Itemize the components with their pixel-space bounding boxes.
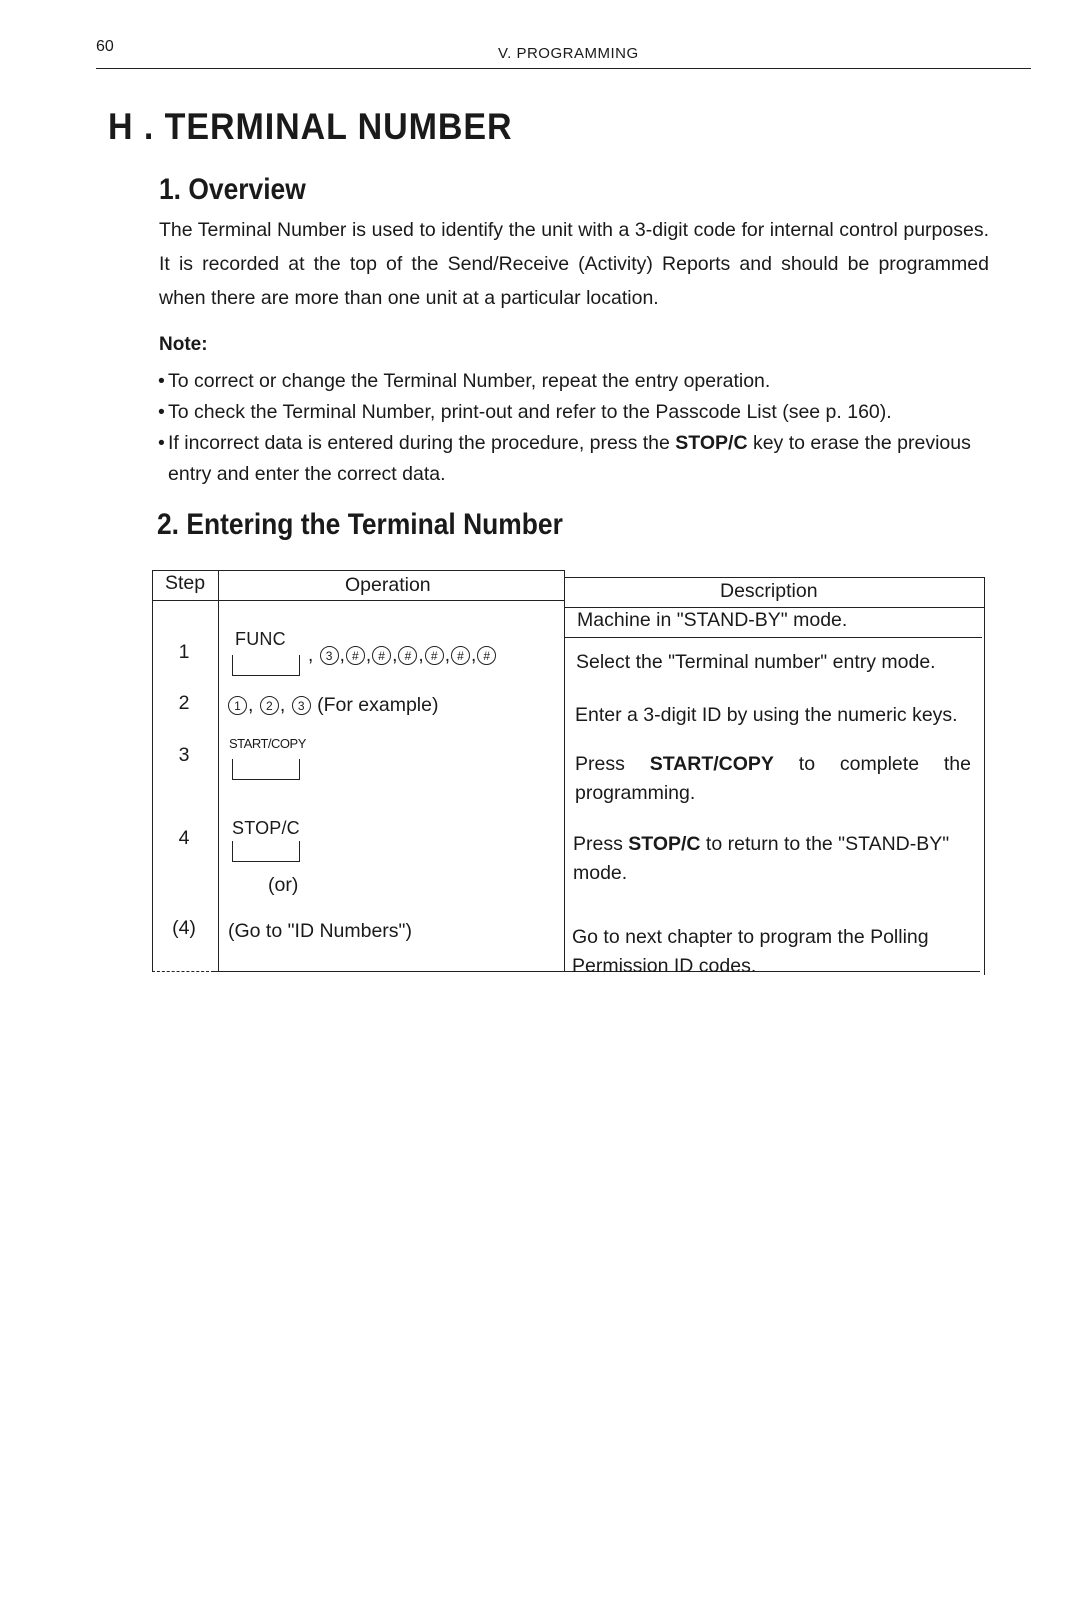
start-copy-key-label: START/COPY (229, 736, 306, 751)
hash-key-icon: # (398, 646, 417, 665)
page-title: H . TERMINAL NUMBER (108, 106, 513, 147)
col-header-description: Description (720, 580, 818, 602)
key-1-icon: 1 (228, 696, 247, 715)
table-rule (984, 577, 985, 975)
func-key-icon (232, 655, 300, 676)
key-2-icon: 2 (260, 696, 279, 715)
start-copy-key-icon (232, 759, 300, 780)
overview-heading: 1. Overview (159, 173, 306, 206)
table-rule (564, 637, 982, 638)
hash-key-icon: # (451, 646, 470, 665)
note-text: To check the Terminal Number, print-out and refer to the Passcode List (see p. 160). (168, 401, 892, 423)
stop-c-key-name: STOP/C (628, 833, 701, 855)
note-item: • To correct or change the Terminal Number, repeat the entry operation. (158, 370, 771, 392)
table-rule (152, 600, 564, 601)
table-rule (564, 577, 984, 578)
hash-key-icon: # (346, 646, 365, 665)
note-label: Note: (159, 334, 208, 355)
start-copy-key-name: START/COPY (649, 753, 774, 775)
description-text: Machine in "STAND-BY" mode. (577, 609, 848, 631)
key-sequence: , 3 , # , # , # , # , # , # (308, 645, 497, 667)
note-item: • If incorrect data is entered during the procedure, press the STOP/C key to erase the previous entry and enter the correct data. (158, 432, 971, 485)
description-text: Press STOP/C to return to the "STAND-BY" mode. (573, 833, 950, 884)
table-rule (152, 570, 153, 971)
hash-key-icon: # (425, 646, 444, 665)
operation-text: (Go to "ID Numbers") (228, 920, 412, 942)
note-item: • To check the Terminal Number, print-out and refer to the Passcode List (see p. 160). (158, 401, 892, 423)
note-text: key to erase the previous entry and enter the correct data. (168, 432, 971, 485)
operation-note: (For example) (317, 694, 439, 716)
description-text: Press START/COPY to complete the programming. (575, 753, 971, 804)
hash-key-icon: # (372, 646, 391, 665)
col-header-step: Step (165, 572, 206, 594)
note-list (158, 366, 990, 490)
key-sequence: 1 , 2 , 3 (For example) (227, 694, 438, 717)
stop-c-key-name: STOP/C (675, 432, 748, 454)
func-key-label: FUNC (235, 629, 286, 649)
overview-paragraph: The Terminal Number is used to identify the unit with a 3-digit code for internal control purposes. It is recorded at the top of the Send/Receive (Activity) Reports and should be programmed when there are more than one unit at a particular location. (159, 219, 989, 309)
table-rule (218, 570, 219, 971)
key-3-icon: 3 (292, 696, 311, 715)
step-number: 1 (178, 641, 190, 663)
note-text: To correct or change the Terminal Number, repeat the entry operation. (168, 370, 771, 392)
description-text: Go to next chapter to program the Polling Permission ID codes. (572, 926, 929, 977)
entering-heading: 2. Entering the Terminal Number (157, 508, 563, 541)
step-number: 2 (178, 692, 190, 714)
table-rule (152, 570, 564, 571)
description-text: Select the "Terminal number" entry mode. (576, 651, 936, 673)
step-number: (4) (172, 917, 196, 939)
step-number: 3 (178, 744, 190, 766)
stop-c-key-label: STOP/C (232, 818, 300, 838)
note-text: If incorrect data is entered during the procedure, press the (168, 432, 676, 454)
header-rule (96, 68, 1031, 69)
description-text: Enter a 3-digit ID by using the numeric keys. (575, 704, 958, 726)
col-header-operation: Operation (345, 574, 431, 596)
page-number: 60 (96, 38, 114, 55)
operation-or: (or) (268, 874, 299, 896)
section-header: V. PROGRAMMING (498, 45, 639, 62)
hash-key-icon: # (477, 646, 496, 665)
table-rule (152, 971, 214, 972)
table-rule (564, 570, 565, 971)
key-3-icon: 3 (320, 646, 339, 665)
step-number: 4 (178, 827, 190, 849)
stop-c-key-icon (232, 841, 300, 862)
